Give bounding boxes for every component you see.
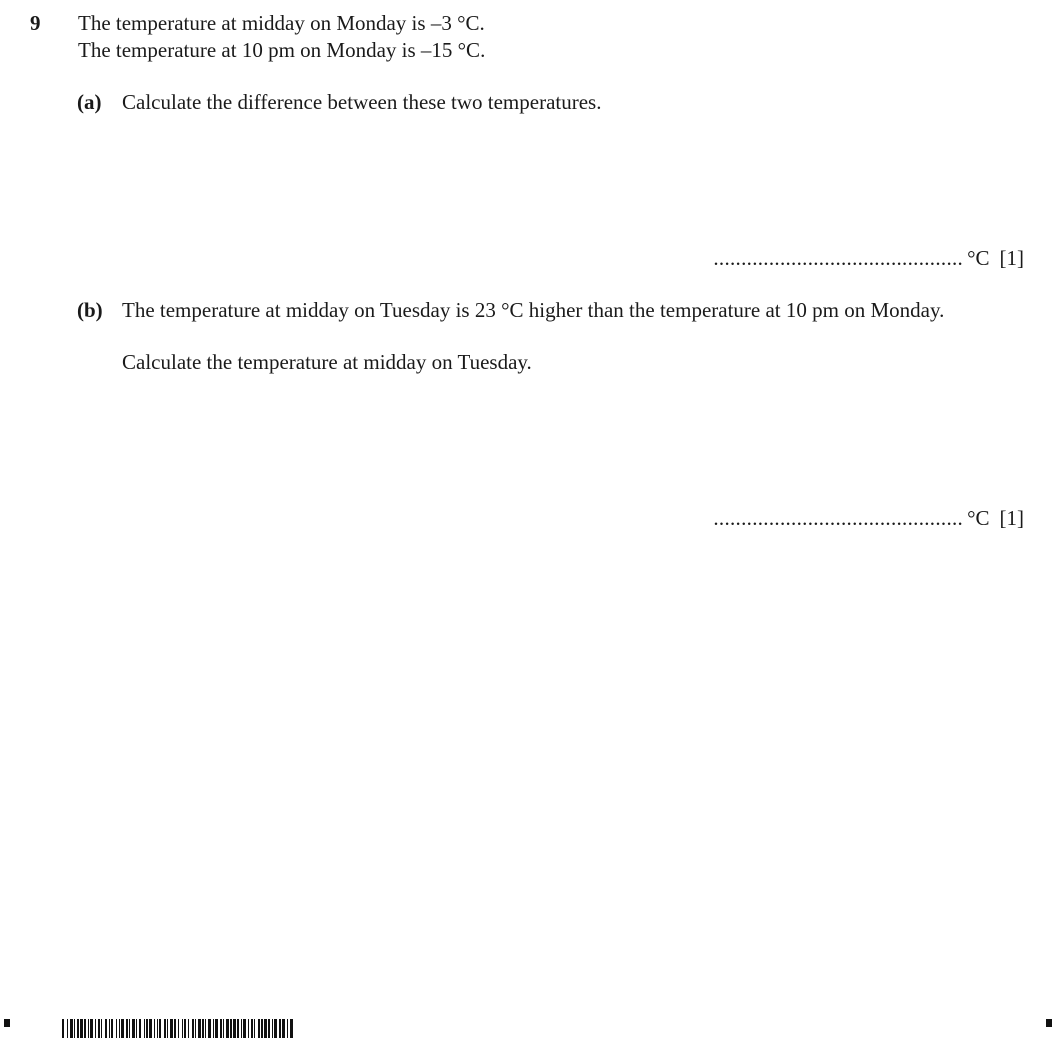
question-stem-line-1: The temperature at midday on Monday is –3 °C. <box>78 11 485 35</box>
part-a-answer-line <box>713 245 1024 271</box>
part-a-marks: [1] <box>999 246 1024 270</box>
part-b-unit: °C <box>967 506 990 530</box>
part-b-instruction: Calculate the temperature at midday on Tuesday. <box>122 350 532 374</box>
part-a-unit: °C <box>967 246 990 270</box>
part-b-marks: [1] <box>999 506 1024 530</box>
part-b-answer-field[interactable]: ............................................. <box>713 506 964 530</box>
part-b-question: The temperature at midday on Tuesday is 23 °C higher than the temperature at 10 pm on Monday. <box>122 298 945 322</box>
question-stem-line-2: The temperature at 10 pm on Monday is –15 °C. <box>78 38 486 62</box>
page-barcode <box>62 1019 294 1038</box>
registration-mark-left <box>4 1019 10 1027</box>
part-b-answer-line <box>713 505 1024 531</box>
barcode-bar <box>293 1019 294 1038</box>
part-b-label: (b) <box>77 298 103 322</box>
part-a-label: (a) <box>77 90 102 114</box>
part-a-answer-field[interactable]: ............................................. <box>713 246 964 270</box>
registration-mark-right <box>1046 1019 1052 1027</box>
question-number: 9 <box>30 11 41 35</box>
part-a-question: Calculate the difference between these two temperatures. <box>122 90 602 114</box>
